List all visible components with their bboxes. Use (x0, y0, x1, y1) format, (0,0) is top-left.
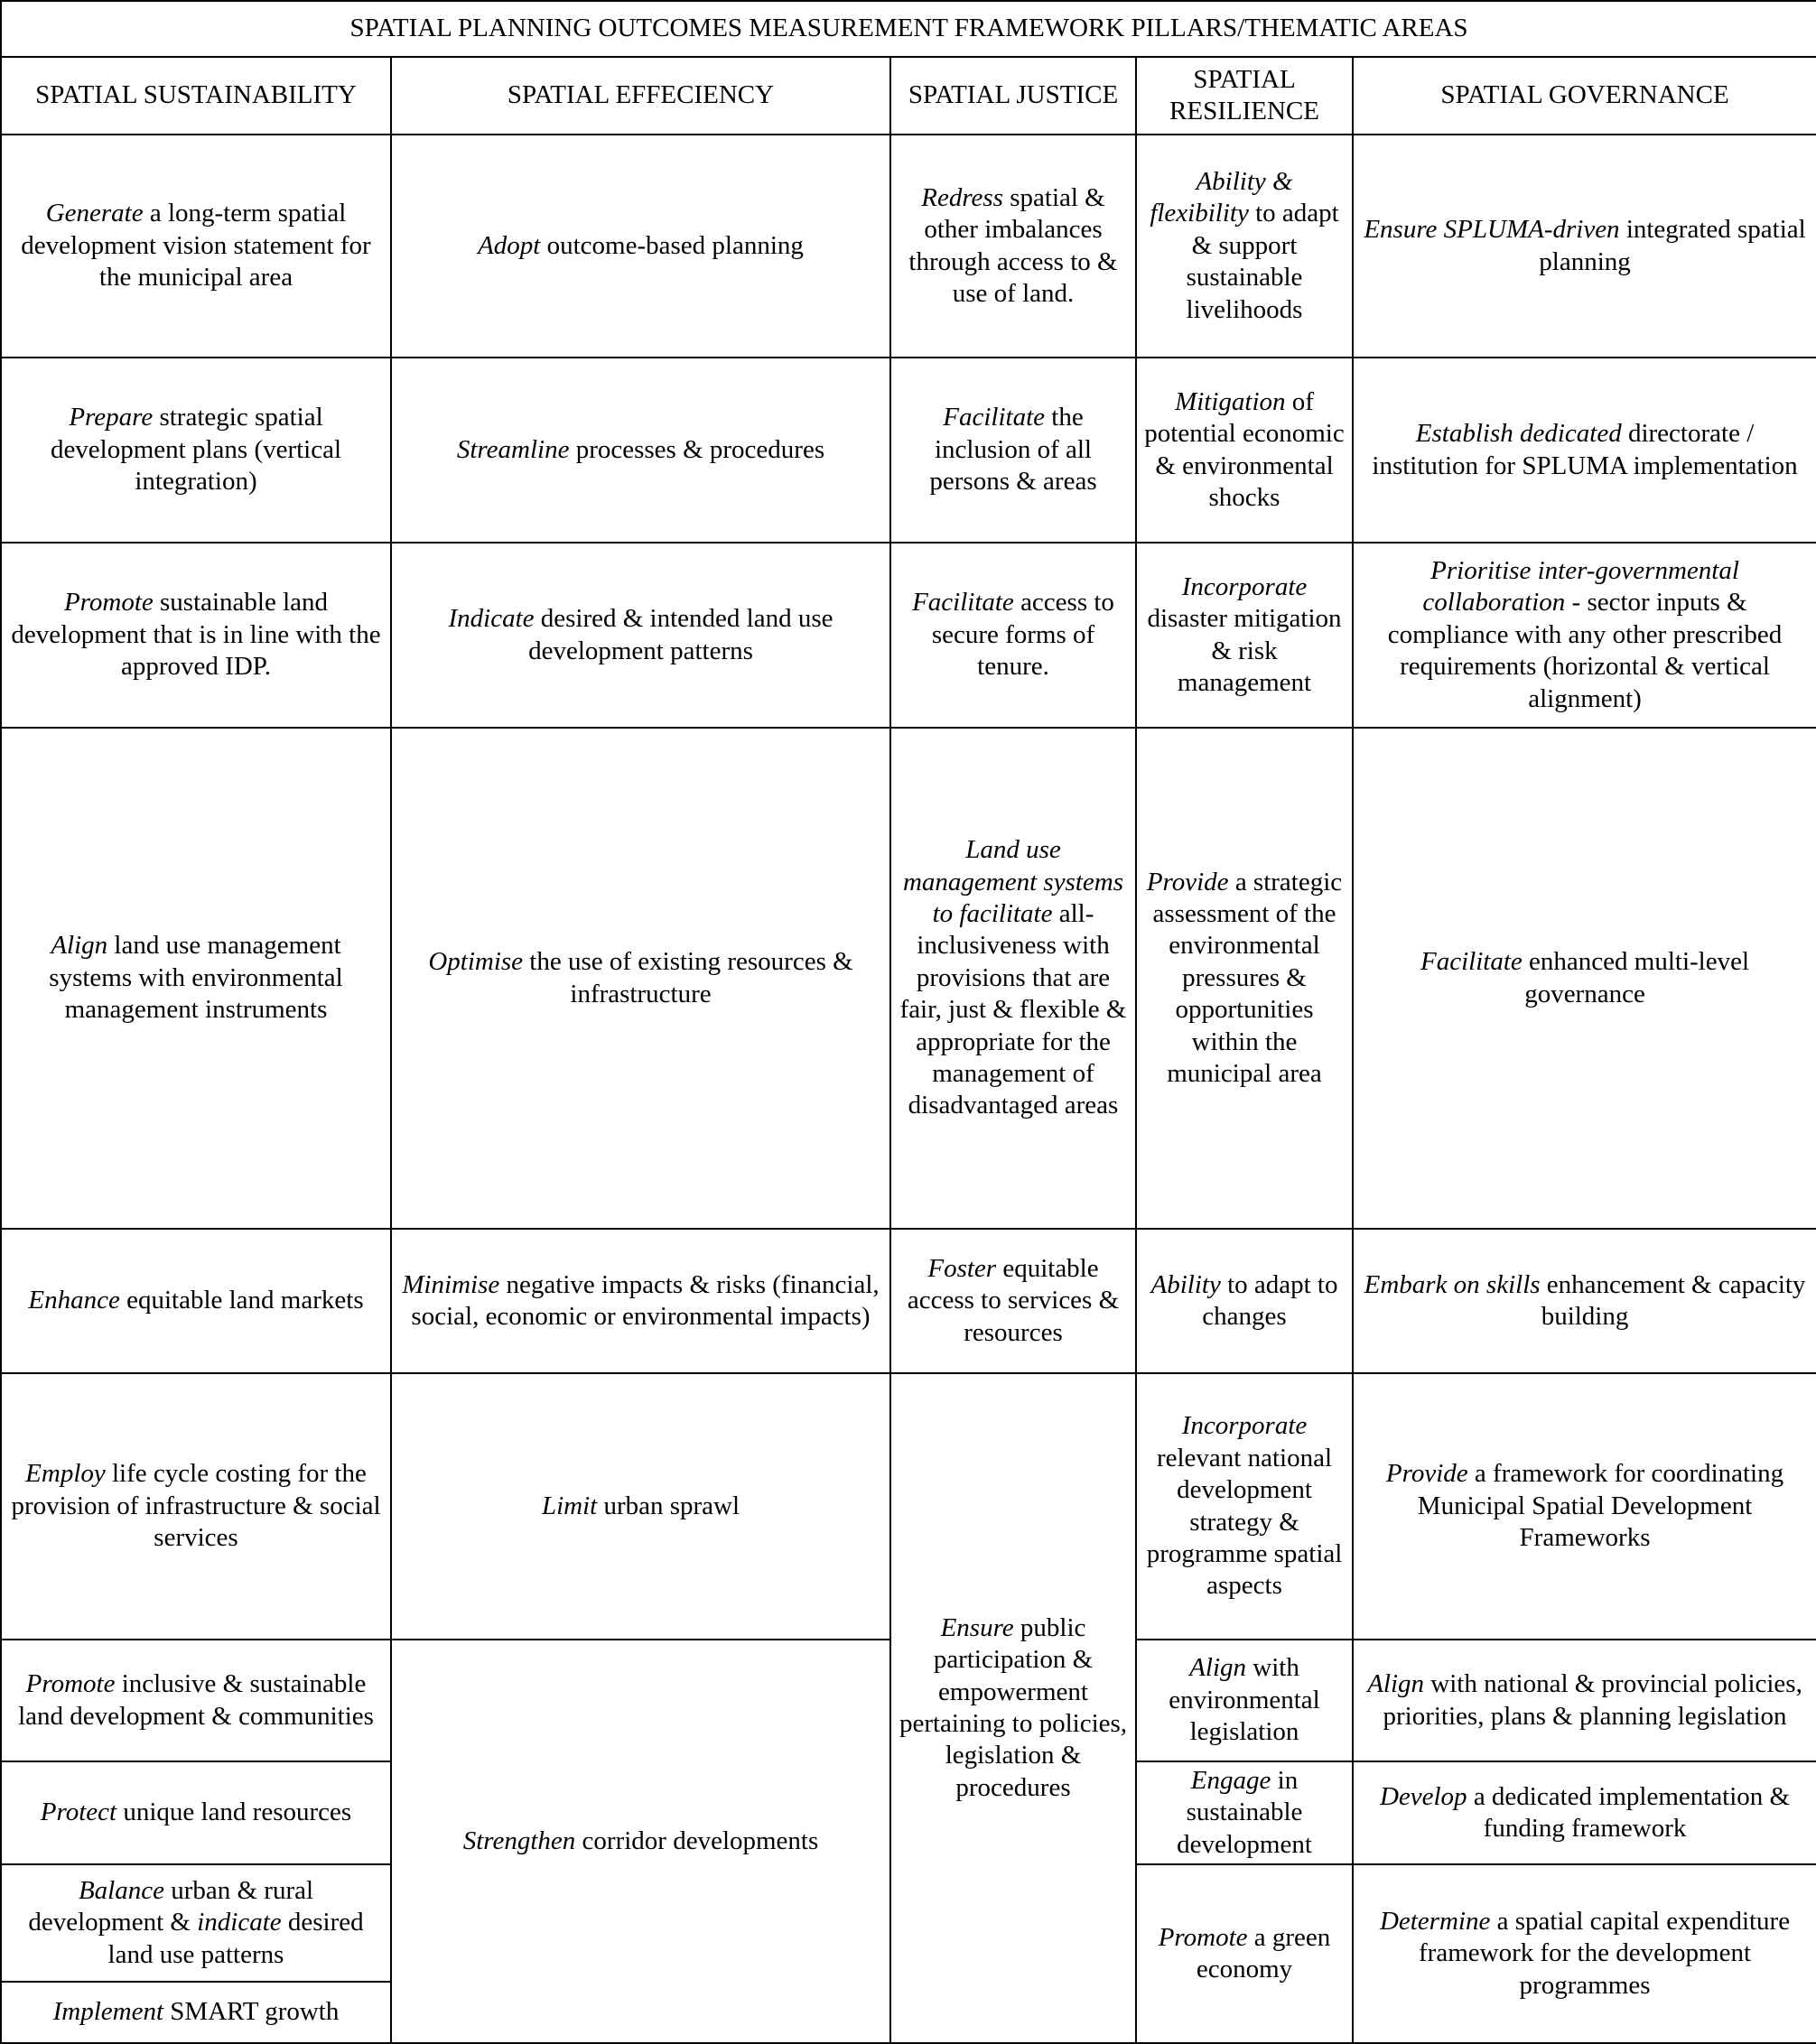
cell-efficiency-minimise-impacts: Minimise negative impacts & risks (financial, social, economic or environmental impacts) (391, 1229, 890, 1373)
column-header-spatial-justice: SPATIAL JUSTICE (890, 57, 1136, 135)
cell-governance-prioritise-collaboration: Prioritise inter-governmental collaboration - sector inputs & compliance with any other prescribed requirements (horizontal & vertical alignment) (1353, 543, 1816, 728)
cell-resilience-incorporate-disaster: Incorporate disaster mitigation & risk management (1136, 543, 1353, 728)
cell-justice-facilitate-tenure: Facilitate access to secure forms of tenure. (890, 543, 1136, 728)
cell-justice-facilitate-inclusion: Facilitate the inclusion of all persons & areas (890, 358, 1136, 543)
cell-governance-determine-expenditure: Determine a spatial capital expenditure framework for the development programmes (1353, 1864, 1816, 2043)
cell-governance-align-policies: Align with national & provincial policies, priorities, plans & planning legislation (1353, 1640, 1816, 1761)
cell-governance-embark-skills: Embark on skills enhancement & capacity building (1353, 1229, 1816, 1373)
cell-efficiency-streamline-processes: Streamline processes & procedures (391, 358, 890, 543)
cell-governance-establish-directorate: Establish dedicated directorate / institution for SPLUMA implementation (1353, 358, 1816, 543)
cell-sustainability-balance-development: Balance urban & rural development & indicate desired land use patterns (1, 1864, 391, 1982)
cell-governance-facilitate-governance: Facilitate enhanced multi-level governance (1353, 728, 1816, 1229)
cell-sustainability-protect-resources: Protect unique land resources (1, 1761, 391, 1864)
cell-justice-redress-imbalances: Redress spatial & other imbalances through access to & use of land. (890, 135, 1136, 358)
cell-sustainability-promote-land-development: Promote sustainable land development that is in line with the approved IDP. (1, 543, 391, 728)
cell-sustainability-prepare-plans: Prepare strategic spatial development plans (vertical integration) (1, 358, 391, 543)
cell-governance-provide-framework: Provide a framework for coordinating Municipal Spatial Development Frameworks (1353, 1373, 1816, 1640)
cell-resilience-ability-flexibility: Ability & flexibility to adapt & support sustainable livelihoods (1136, 135, 1353, 358)
column-header-spatial-sustainability: SPATIAL SUSTAINABILITY (1, 57, 391, 135)
cell-sustainability-enhance-markets: Enhance equitable land markets (1, 1229, 391, 1373)
cell-governance-develop-implementation: Develop a dedicated implementation & funding framework (1353, 1761, 1816, 1864)
cell-resilience-incorporate-strategy: Incorporate relevant national development strategy & programme spatial aspects (1136, 1373, 1353, 1640)
column-header-spatial-efficiency: SPATIAL EFFECIENCY (391, 57, 890, 135)
column-header-spatial-resilience: SPATIAL RESILIENCE (1136, 57, 1353, 135)
cell-efficiency-limit-sprawl: Limit urban sprawl (391, 1373, 890, 1640)
cell-resilience-mitigation-shocks: Mitigation of potential economic & environmental shocks (1136, 358, 1353, 543)
cell-sustainability-employ-costing: Employ life cycle costing for the provision of infrastructure & social services (1, 1373, 391, 1640)
cell-efficiency-indicate-land-use: Indicate desired & intended land use development patterns (391, 543, 890, 728)
cell-efficiency-adopt-outcome-planning: Adopt outcome-based planning (391, 135, 890, 358)
cell-resilience-ability-adapt: Ability to adapt to changes (1136, 1229, 1353, 1373)
cell-efficiency-strengthen-corridors: Strengthen corridor developments (391, 1640, 890, 2043)
cell-justice-land-use-systems: Land use management systems to facilitate all-inclusiveness with provisions that are fair, just & flexible & appropriate for the management of disadvantaged areas (890, 728, 1136, 1229)
cell-resilience-provide-assessment: Provide a strategic assessment of the environmental pressures & opportunities within the municipal area (1136, 728, 1353, 1229)
cell-governance-ensure-spluma: Ensure SPLUMA-driven integrated spatial planning (1353, 135, 1816, 358)
cell-sustainability-implement-smart-growth: Implement SMART growth (1, 1982, 391, 2043)
cell-justice-foster-access: Foster equitable access to services & resources (890, 1229, 1136, 1373)
cell-sustainability-promote-inclusive: Promote inclusive & sustainable land development & communities (1, 1640, 391, 1761)
column-header-spatial-governance: SPATIAL GOVERNANCE (1353, 57, 1816, 135)
cell-sustainability-generate-vision: Generate a long-term spatial development vision statement for the municipal area (1, 135, 391, 358)
table-title: SPATIAL PLANNING OUTCOMES MEASUREMENT FRAMEWORK PILLARS/THEMATIC AREAS (1, 1, 1816, 57)
cell-efficiency-optimise-resources: Optimise the use of existing resources & infrastructure (391, 728, 890, 1229)
cell-resilience-promote-green-economy: Promote a green economy (1136, 1864, 1353, 2043)
cell-justice-ensure-participation: Ensure public participation & empowerment pertaining to policies, legislation & procedures (890, 1373, 1136, 2043)
cell-sustainability-align-systems: Align land use management systems with environmental management instruments (1, 728, 391, 1229)
cell-resilience-align-legislation: Align with environmental legislation (1136, 1640, 1353, 1761)
cell-resilience-engage-development: Engage in sustainable development (1136, 1761, 1353, 1864)
